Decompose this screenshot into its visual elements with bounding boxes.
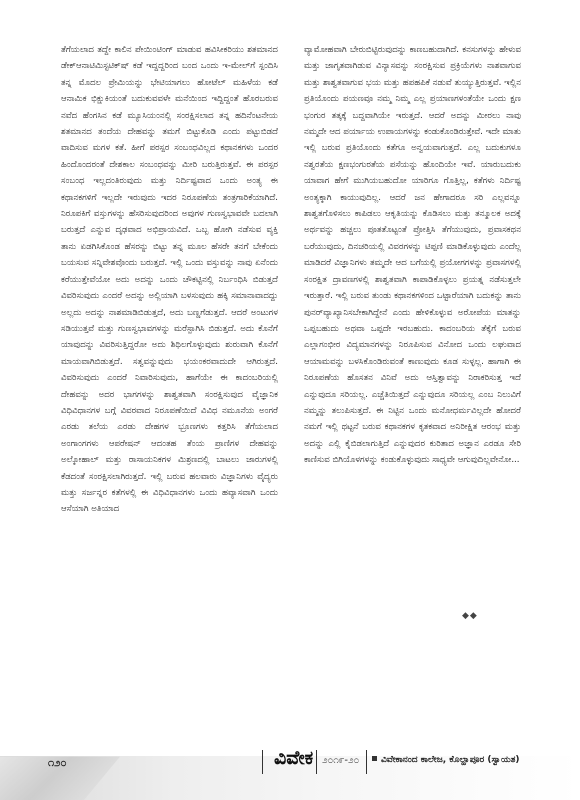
- page-number: ೧೨೦: [48, 756, 67, 769]
- article-left-column: [61, 42, 278, 639]
- college-name-text: ವಿವೇಕಾನಂದ ಕಾಲೇಜ, ಕೊಲ್ಹಾಪೂರ (ಸ್ವಾಯತ): [381, 755, 520, 765]
- left-column-text: ತೆಗೆಯಲಾದ ತದ್ದೇ ಕಾಲಿನ ಪೇಯಿಂಟಿಂಗ್ ಮಾಡುವ ಹವಿಸೀಕರಿಯು ಶತಮಾನದ ಡೇಕ್‌ಆನಾಟಿಮಿಸ್ಟಟಿಕ್‌ಷ್ ಕಡೆ ಇದ್ದದ್ದರಿಂದ ಬಂದ ಒಂದು ಇ-ಮೇಲ್‌ಗೆ ಸ್ಪಂದಿಸಿ ತನ್ನ ಮೊದಲ ಪ್ರೇಮಿಯನ್ನು ಭೇಟಿಯಾಗಲು ಹೋಟೆಲ್ ಮಹಿಳೆಯ ಕಡೆ ಆನಾಮಿಕ ಭಿಕ್ಷುಕಿಯಂತೆ ಬದುಕುವವಳೇ ಮನೆಯಿಂದ ಇದ್ದಿದ್ದಂತೆ ಹೊರಬರುವ ನವೆದ ಹೆಂಗಸಿನ ಕಡೆ ಮ್ಯೂಸಿಯಂನಲ್ಲಿ ಸಂರಕ್ಷಿಸಲಾದ ತನ್ನ ಹದಿನೆಂಟನೇಯ ಶತಮಾನದ ತಂದೆಯ ದೇಹವನ್ನು ತಮಗೆ ಬಿಟ್ಟುಕೊಡಿ ಎಂದು ಪಟ್ಟುಬಿಡದೆ ವಾದಿಸುವ ಮಗಳ ಕತೆ. ಹೀಗೆ ಪರಸ್ಪರ ಸಂಬಂಧವಿಲ್ಲದ ಕಥಾನಕಗಳು ಒಂದರ ಹಿಂದೊಂದರಂತೆ ದೇಶಕಾಲ ಸಂಬಂಧವನ್ನು ಮೀರಿ ಬರುತ್ತಿರುತ್ತವೆ. ಈ ಪರಸ್ಪರ ಸಂಬಂಧ ಇಲ್ಲದಂತಿರುವುದು ಮತ್ತು ನಿರ್ದಿಷ್ಟವಾದ ಒಂದು ಅಂತ್ಯ ಈ ಕಥಾನಕಗಳಿಗೆ ಇಲ್ಲದೇ ಇರುವುದು ಇದರ ನಿರೂಪಣೆಯ ತಂತ್ರಗಾರಿಕೆಯಾಗಿದೆ. ನಿರೂಪಕಿಗೆ ವಸ್ತುಗಳನ್ನು ಹೆಸರಿಸುವುದರಿಂದ ಅವುಗಳ ಗುಣಸ್ವಭಾವವೇ ಬದಲಾಗಿ ಬರುತ್ತದೆ ಎನ್ನುವ ದೃಢವಾದ ಅಭಿಪ್ರಾಯವಿದೆ. ಒಬ್ಬ ಹೋಗಿ ನಡೆಸುವ ವ್ಯಕ್ತಿ ತಾನು ಏಡಗಿಸಿಕೊಂಡ ಹೆಸರನ್ನು ಬಿಟ್ಟು ತನ್ನ ಮೂಲ ಹೆಸರೇ ತನಗೆ ಬೇಕೆಂದು ಬಯಸುವ ಸನ್ನಿವೇಶವೊಂದು ಬರುತ್ತದೆ. ಇಲ್ಲಿ ಒಂದು ವಸ್ತುವನ್ನು ನಾವು ಏನೆಂದು ಕರೆಯುತ್ತೇವೆಯೋ ಅದು ಅದನ್ನು ಒಂದು ಚೌಕಟ್ಟಿನಲ್ಲಿ ನಿರ್ಬಂಧಿಸಿ ಬಿಡುತ್ತದೆ ವಿವರಿಸುವುದು ಎಂದರೆ ಅದನ್ನು ಅಲ್ಲಿಯಾಗಿ ಬಳಸುವುದು ಹಕ್ಕಿ ಸಮಾನಾವಾದದ್ದು ಅಲ್ಲದು ಅದನ್ನು ನಾಶಮಾಡಿಬಿಡುತ್ತದೆ, ಅದು ಬಣ್ಣಗೆಡುತ್ತದೆ. ಆದರೆ ಅಂಟುಗಳ ಸಡಿಯುತ್ತವೆ ಮತ್ತು ಗುಣಸ್ವಭಾವಗಳನ್ನು ಮರೆಸ್ಪಾಗಿಸಿ ಬಿಡುತ್ತದೆ. ಅದು ಕೊನೆಗೆ ಯಾವುದನ್ನು ವಿವರಿಸುತ್ತಿದ್ದರೋ ಅದು ಶಿಥಿಲಗೊಳ್ಳುವುದು ಶುರುವಾಗಿ ಕೊನೆಗೆ ಮಾಯವಾಗಿಬಿಡುತ್ತದೆ. ಸತ್ವವನ್ನುವುದು ಭಯಂಕರವಾದುದೇ ಆಗಿರುತ್ತದೆ. ವಿವರಿಸುವುದು ಎಂದರೆ ನಿವಾರಿಸುವುದು, ಹಾಗೆಯೇ ಈ ಕಾದಂಬರಿಯಲ್ಲಿ ದೇಹವನ್ನು ಅದರ ಭಾಗಗಳನ್ನು ಶಾಶ್ವತವಾಗಿ ಸಂರಕ್ಷಿಸುವುದ ವೈಜ್ಞಾನಿಕ ವಿಧಿವಿಧಾನಗಳ ಬಗ್ಗೆ ವಿವರವಾದ ನಿರೂಪಣೆಯಿದೆ ವಿವಿಧ ನಮೂನೆಯ ಅಂಗರೆ ಎರಡು ತಲೆಯ ಎರಡು ದೇಹಗಳ ಭ್ರೂಣಗಳು ಕತ್ತರಿಸಿ ತೆಗೆಯಲಾದ ಅಂಗಾಂಗಗಳು ಆಪರೇಷನ್ ಆದಂತಹ ತೆಂಯ ಪ್ರಾಣಿಗಳ ದೇಹವನ್ನು ಅಲ್ಕೋಹಾಲ್ ಮತ್ತು ರಾಸಾಯನಿಕಗಳ ಮಿಶ್ರಣದಲ್ಲಿ ಬಾಟಲು ಜಾರುಗಳಲ್ಲಿ ಕೆಡದಂತೆ ಸಂರಕ್ಷಿಸಲಾಗಿರುತ್ತದೆ. ಇಲ್ಲಿ ಬರುವ ಹಲವಾರು ವಿಜ್ಞಾನಿಗಳು ವೈದ್ಯರು ಮತ್ತು ಸರ್ಜನ್ನರ ಕತೆಗಳಲ್ಲಿ ಈ ವಿಧಿವಿಧಾನಗಳು ಒಂದು ಹವ್ಯಾಸವಾಗಿ ಒಂದು ಆಸೆಯಾಗಿ ಅತಿಯಾದ: [61, 45, 278, 515]
- end-of-article-mark: ◆◆: [462, 611, 478, 621]
- square-bullet-icon: [372, 756, 377, 761]
- college-name: [372, 755, 520, 765]
- footer-divider: [316, 750, 317, 774]
- journal-title: ವಿವೇಕ: [274, 747, 314, 769]
- publication-year: ೨೦೧೯-೨೦: [322, 755, 360, 766]
- page-footer: [0, 738, 580, 800]
- right-column-text: ವ್ಯಾಮೋಹವಾಗಿ ಬೇರುಬಿಟ್ಟಿರುವುದನ್ನು ಕಾಣಬಹುದಾಗಿದೆ. ಕನಸುಗಳನ್ನು ಹೇಳುವ ಮತ್ತು ಜಾಗೃತವಾಗಿಡುವ ವಿನ್ಯಾಸವನ್ನು ಸಂರಕ್ಷಿಸುವ ಪ್ರಕ್ರಿಯೆಗಳು ನಾಶವಾಗುವ ಮತ್ತು ಶಾಶ್ವತವಾಗುವ ಭಯ ಮತ್ತು ಹಪಹಪಿಕೆ ನಡುವೆ ತುಯ್ಯುತ್ತಿರುತ್ತವೆ. ಇಲ್ಲಿನ ಪ್ರತಿಯೊಂದು ಪಯಣವೂ ನಮ್ಮ ನಿಮ್ಮ ಎಲ್ಲ ಪ್ರಯಾಣಗಳಂತೆಯೇ ಒಂದು ಕ್ಷಣ ಭಂಗುರ ತತ್ಕಕ್ಕೆ ಬದ್ದವಾಗಿಯೇ ಇರುತ್ತದೆ. ಆದರೆ ಅದನ್ನು ಮೀರಲು ನಾವು ನಮ್ಮದೇ ಆದ ಪರ್ಯಾಯ ಉಪಾಯಗಳನ್ನು ಕಂಡುಕೊಂಡಿರುತ್ತೇವೆ. ಇದೇ ಮಾತು ಇಲ್ಲಿ ಬರುವ ಪ್ರತಿಯೊಂದು ಕತೆಗೂ ಅನ್ವಯವಾಗುತ್ತದೆ. ಎಲ್ಲ ಬದುಕುಗಳೂ ನಶ್ವರತೆಯ ಕ್ಷಣಭಂಗುರತೆಯ ಪಸೆಯನ್ನು ಹೊಂದಿಯೇ ಇವೆ. ಯಾರುಬದುಕು ಯಾವಾಗ ಹೇಗೆ ಮುಗಿಯಬಹುದೋ ಯಾರಿಗೂ ಗೊತ್ತಿಲ್ಲ, ಕತೆಗಳು ನಿರ್ದಿಷ್ಟ ಅಂತ್ಯಕ್ಕಾಗಿ ಕಾಯುವುದಿಲ್ಲ. ಆದರೆ ಜನ ಹೇಗಾದರೂ ಸರಿ ಎಲ್ಲವನ್ನೂ ಶಾಶ್ವತಗೊಳಿಸಲು ಕಾಪಿಡಲು ಆಕೃತಿಯನ್ನು ಕೊಡಿಸಲು ಮತ್ತು ತನ್ಮೂಲಕ ಅದಕ್ಕೆ ಅರ್ಥವನ್ನು ಹಚ್ಚಲು ಪೂತತೊಟ್ಟಂತೆ ಪ್ರೋತ್ತಿಸಿ ತೆಗೆಯುವುದು, ಪ್ರವಾಸಕಥನ ಬರೆಯುವುದು, ದಿನಚರಿಯಲ್ಲಿ ವಿವರಗಳನ್ನು ಟಿಪ್ಪಣಿ ಮಾಡಿಕೊಳ್ಳುವುದು ಎಂದೆಲ್ಲ ಮಾಡಿದರೆ ವಿಜ್ಞಾನಿಗಳು ತಮ್ಮದೇ ಆದ ಬಗೆಯಲ್ಲಿ ಪ್ರಯೋಗಗಳನ್ನು ಪ್ರವಾಸಗಳಲ್ಲಿ ಸಂರಕ್ಷಿತ ದ್ರಾವಣಗಳಲ್ಲಿ ಶಾಶ್ವತವಾಗಿ ಕಾಪಾಡಿಕೊಳ್ಳಲು ಪ್ರಯತ್ನ ನಡೆಸುತ್ತಲೇ ಇರುತ್ತಾರೆ. ಇಲ್ಲಿ ಬರುವ ತುಂಡು ಕಥಾನಕಗಳಿಂದ ಒಟ್ಟಾರೆಯಾಗಿ ಬದುಕನ್ನು ತಾನು ಪುನರ್‌ವ್ಯಾಖ್ಯಾನಿಸಬೇಕಾಗಿದ್ದೇನೆ ಎಂದು ಹೇಳಿಕೊಳ್ಳುವ ಅರೋಪೆಯ ಮಾತನ್ನು ಒಪ್ಪಬಹುದು ಅಥವಾ ಒಪ್ಪದೇ ಇರಬಹುದು. ಕಾದಂಬರಿಯ ತೆಕ್ಕೆಗೆ ಬರುವ ಎಲ್ಲಾಗಂಭೀರ ವಿದ್ಯಮಾನಗಳನ್ನು ನಿರೂಪಿಸುವ ವಿನೋದ ಒಂದು ಲಘುವಾದ ಆಯಾಮವನ್ನು ಬಳಸಿಕೊಂಡಿರುವಂತೆ ಕಾಣುವುದು ಕೂಡ ಸುಳ್ಳಲ್ಲ. ಹಾಗಾಗಿ ಈ ನಿರೂಪಣೆಯ ಹೊಸತನ ವಿನಿವೆ ಅದು ಆಸ್ತಿತ್ವಾವನ್ನು ನಿರಾಕರಿಸುತ್ತ ಇದೆ ಎನ್ನುವುದೂ ಸರಿಯಲ್ಲ. ಎಚ್ಚೆತಿಯಿತ್ತದೆ ಎನ್ನುವುದೂ ಸರಿಯಲ್ಲ ಎಂಬ ನಿಲುವಿಗೆ ನಮ್ಮನ್ನು ತಲುಪಿಸುತ್ತದೆ. ಈ ನಿಟ್ಟಿನ ಒಂದು ಮನೋಧರ್ಮವಿಲ್ಲದೇ ಹೋದರೆ ನಮಗೆ ಇಲ್ಲಿ ಥಟ್ಟನೆ ಬರುವ ಕಥಾನಕಗಳ ಕೃತಕವಾದ ಅನಿರೀಕ್ಷಿತ ಆರಂಭ ಮತ್ತು ಅದನ್ನು ಎಲ್ಲಿ ಕೈಬಿಡಲಾಗುತ್ತಿದೆ ಎನ್ನುವುದರ ಕುರಿತಾದ ಅಜ್ಞಾನ ಎರಡೂ ಸೇರಿ ಕಾಣಿಸುವ ಬಿಗಿಯೊಳಗಳನ್ನು ಕಂಡುಕೊಳ್ಳುವುದು ಸಾಧ್ಯವೇ ಆಗುವುದಿಲ್ಲವೇನೋ...: [304, 45, 521, 466]
- article-right-column: [304, 42, 521, 594]
- footer-divider: [262, 750, 263, 774]
- footer-divider: [366, 750, 367, 774]
